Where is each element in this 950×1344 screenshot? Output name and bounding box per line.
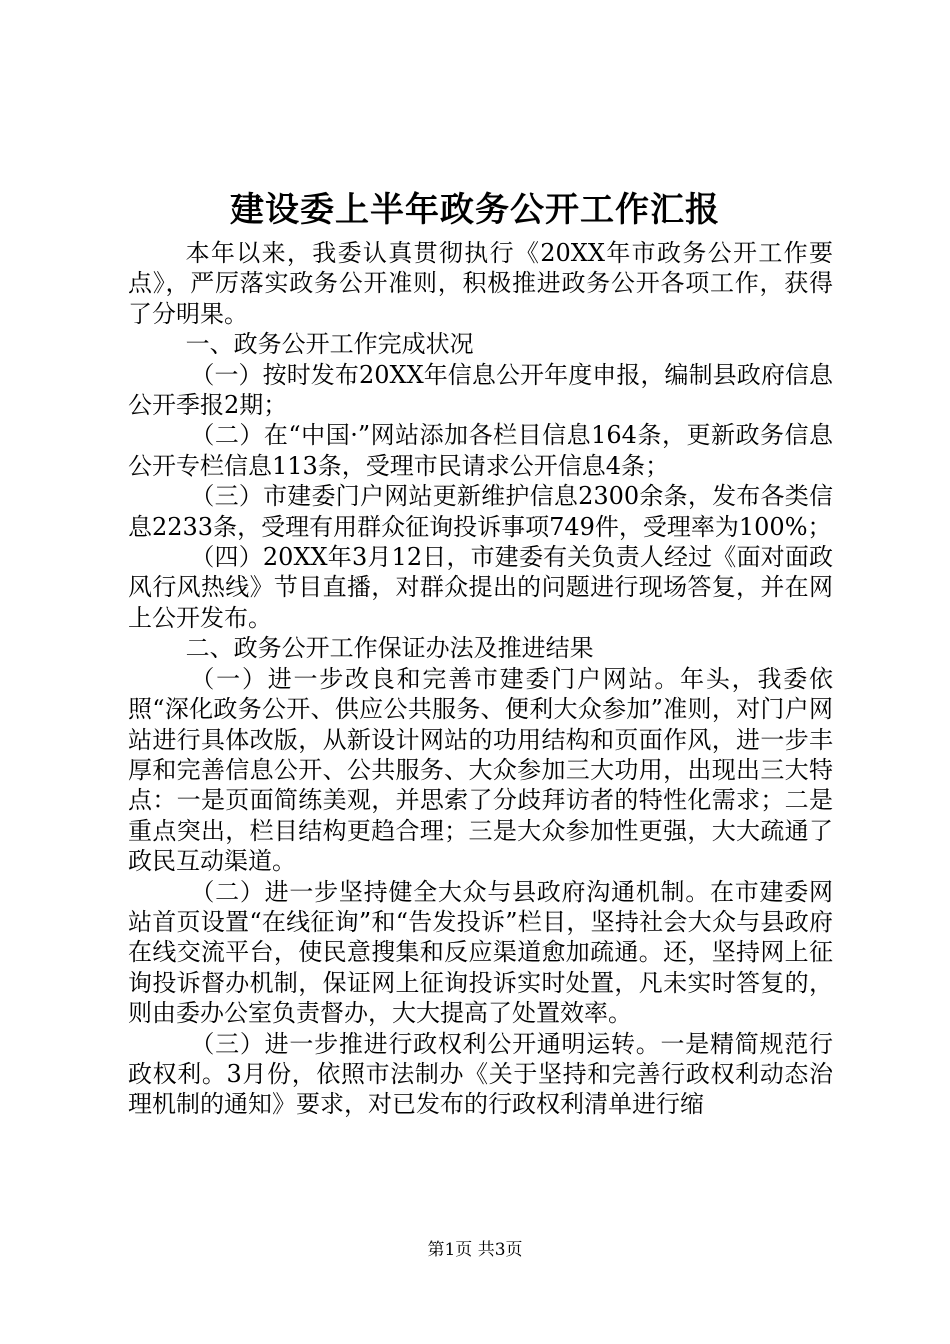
paragraph-item-1-2: （二）在“中国·”网站添加各栏目信息164条，更新政务信息公开专栏信息113条，受理市民请求公开信息4条； — [128, 421, 833, 480]
document-title: 建设委上半年政务公开工作汇报 — [230, 190, 720, 230]
paragraph-item-2-2: （二）进一步坚持健全大众与县政府沟通机制。在市建委网站首页设置“在线征询”和“告发投诉”栏目，坚持社会大众与县政府在线交流平台，使民意搜集和反应渠道愈加疏通。还，坚持网上征询投诉督办机制，保证网上征询投诉实时处置，凡未实时答复的，则由委办公室负责督办，大大提高了处置效率。 — [128, 877, 833, 1028]
page-footer: 第1页 共3页 — [427, 1240, 523, 1260]
paragraph-item-1-3: （三）市建委门户网站更新维护信息2300余条，发布各类信息2233条，受理有用群众征询投诉事项749件，受理率为100%； — [128, 482, 833, 541]
paragraph-item-1-1: （一）按时发布20XX年信息公开年度申报，编制县政府信息公开季报2期； — [128, 360, 833, 420]
paragraph-item-2-3: （三）进一步推进行政权利公开通明运转。一是精简规范行政权利。3月份，依照市法制办《关于坚持和完善行政权利动态治理机制的通知》要求，对已发布的行政权利清单进行缩 — [128, 1029, 833, 1119]
paragraph-intro: 本年以来，我委认真贯彻执行《20XX年市政务公开工作要点》，严厉落实政务公开准则，积极推进政务公开各项工作，获得了分明果。 — [128, 239, 833, 328]
section-heading-2: 二、政务公开工作保证办法及推进结果 — [185, 634, 594, 663]
paragraph-item-1-4: （四）20XX年3月12日，市建委有关负责人经过《面对面政风行风热线》节目直播，对群众提出的问题进行现场答复，并在网上公开发布。 — [128, 543, 833, 632]
section-heading-1: 一、政务公开工作完成状况 — [185, 330, 474, 359]
document-body — [128, 238, 833, 1120]
paragraph-item-2-1: （一）进一步改良和完善市建委门户网站。年头，我委依照“深化政务公开、供应公共服务、便利大众参加”准则，对门户网站进行具体改版，从新设计网站的功用结构和页面作风，进一步丰厚和完善信息公开、公共服务、大众参加三大功用，出现出三大特点：一是页面简练美观，并思索了分歧拜访者的特性化需求；二是重点突出，栏目结构更趋合理；三是大众参加性更强，大大疏通了政民互动渠道。 — [128, 664, 833, 876]
